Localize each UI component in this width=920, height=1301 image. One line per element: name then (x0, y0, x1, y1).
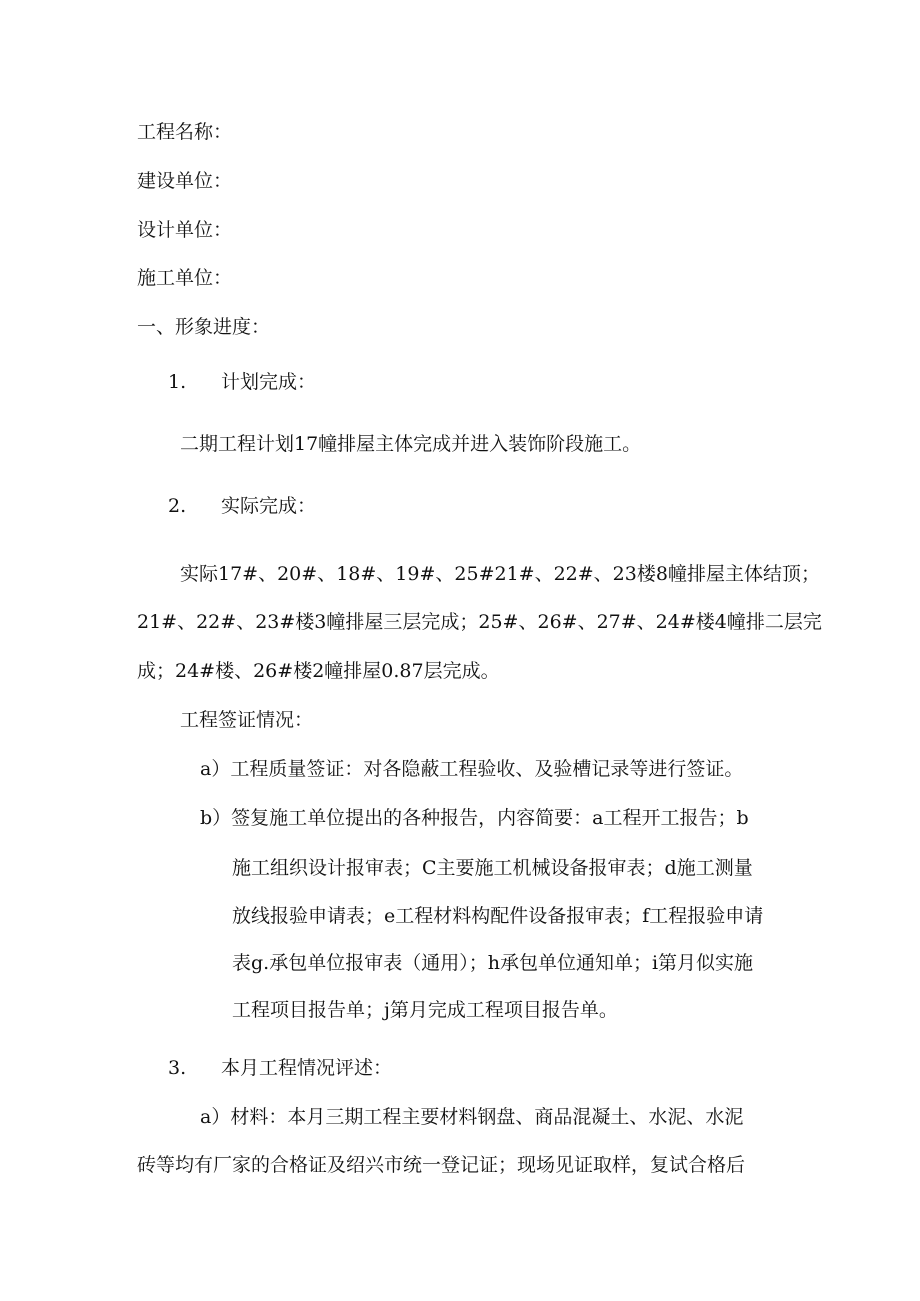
signing-title: 工程签证情况： (180, 709, 314, 731)
item2-line-1: 实际17#、20#、18#、19#、25#21#、22#、23楼8幢排屋主体结顶； (180, 563, 820, 585)
item2-line-3: 成；24#楼、26#楼2幢排屋0.87层完成。 (137, 660, 500, 682)
item1-heading (168, 370, 316, 394)
item2-heading (168, 494, 316, 518)
constructor-label: 施工单位： (137, 267, 233, 289)
item1-text: 二期工程计划17幢排屋主体完成并进入装饰阶段施工。 (180, 433, 642, 455)
signing-b-line-2: 施工组织设计报审表；C主要施工机械设备报审表；d施工测量 (232, 857, 753, 879)
signing-b-line-3: 放线报验申请表；e工程材料构配件设备报审表；f工程报验申请 (232, 905, 764, 927)
designer-label: 设计单位： (137, 219, 233, 241)
signing-a: a）工程质量签证：对各隐蔽工程验收、及验槽记录等进行签证。 (200, 758, 744, 780)
item3-label: 本月工程情况评述： (221, 1057, 393, 1079)
signing-b-line-5: 工程项目报告单；j第月完成工程项目报告单。 (232, 999, 618, 1021)
section-title: 一、形象进度： (137, 316, 271, 338)
builder-label: 建设单位： (137, 170, 233, 192)
item1-label: 计划完成： (221, 371, 317, 393)
signing-b-line-4: 表g.承包单位报审表（通用）；h承包单位通知单；i第月似实施 (232, 952, 754, 974)
item2-line-2: 21#、22#、23#楼3幢排屋三层完成；25#、26#、27#、24#楼4幢排二层完 (137, 611, 822, 633)
item3-line-1: a）材料：本月三期工程主要材料钢盘、商品混凝土、水泥、水泥 (200, 1106, 744, 1128)
item3-number: 3. (168, 1057, 187, 1079)
item3-heading (168, 1056, 392, 1080)
item2-number: 2. (168, 495, 187, 517)
item1-number: 1. (168, 371, 187, 393)
project-name-label: 工程名称： (137, 121, 233, 143)
item3-line-2: 砖等均有厂家的合格证及绍兴市统一登记证；现场见证取样，复试合格后 (137, 1154, 746, 1176)
signing-b-line-1: b）签复施工单位提出的各种报告，内容简要：a工程开工报告；b (200, 807, 749, 829)
item2-label: 实际完成： (221, 495, 317, 517)
